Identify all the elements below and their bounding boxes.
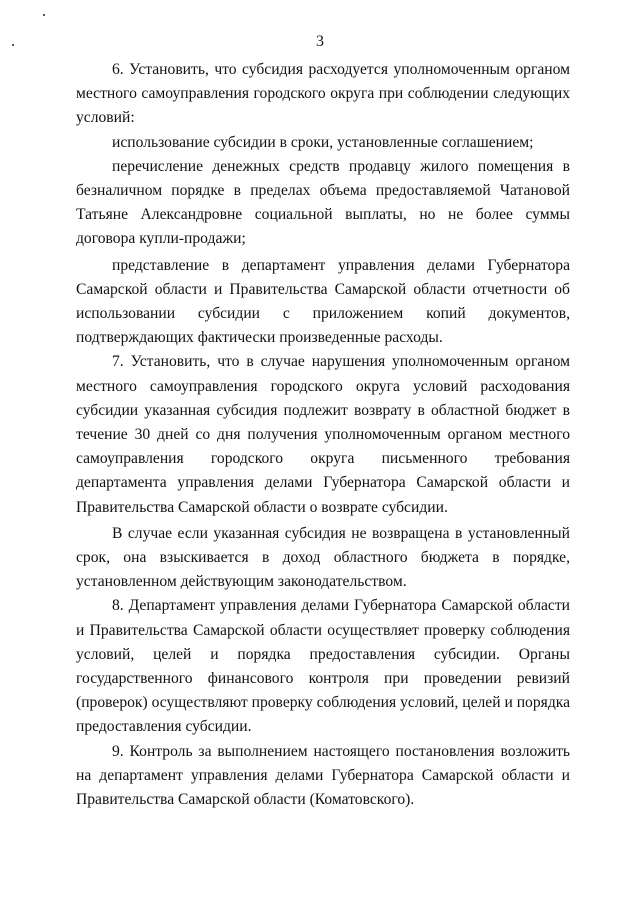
page-number: 3: [316, 33, 324, 50]
paragraph-7: 7. Установить, что в случае нарушения уполномоченным органом местного самоуправления городского округа условий расходования субсидии указанная субсидия подлежит возврату в областной бюджет в течение 30 дней со дня получения уполномоченным органом местного самоуправления городского округа письменного требования департамента управления делами Губернатора Самарской области и Правительства Самарской области о возврате субсидии.: [76, 353, 570, 516]
paragraph-9: 9. Контроль за выполнением настоящего постановления возложить на департамент управления делами Губернатора Самарской области и Правительства Самарской области (Коматовского).: [76, 742, 570, 809]
document-body: [76, 58, 570, 812]
paragraph-6-condition-3: представление в департамент управления делами Губернатора Самарской области и Правительства Самарской области отчетности об использовании субсидии с приложением копий документов, подтверждающих фактически произведенные расходы.: [76, 256, 570, 347]
paragraph-7-return: В случае если указанная субсидия не возвращена в установленный срок, она взыскивается в доход областного бюджета в порядке, установленном действующим законодательством.: [76, 524, 570, 591]
scan-speck: [43, 14, 45, 16]
paragraph-6: 6. Установить, что субсидия расходуется уполномоченным органом местного самоуправления городского округа при соблюдении следующих условий:: [76, 61, 570, 127]
paragraph-6-condition-1: использование субсидии в сроки, установленные соглашением;: [112, 133, 534, 151]
paragraph-6-condition-2: перечисление денежных средств продавцу жилого помещения в безналичном порядке в пределах объема предоставляемой Чатановой Татьяне Александровне социальной выплаты, но не более суммы договора купли-продажи;: [76, 157, 570, 248]
paragraph-8: 8. Департамент управления делами Губернатора Самарской области и Правительства Самарской области осуществляет проверку соблюдения условий, целей и порядка предоставления субсидии. Органы государственного финансового контроля при проведении ревизий (проверок) осуществляют проверку соблюдения условий, целей и порядка предоставления субсидии.: [76, 597, 571, 736]
